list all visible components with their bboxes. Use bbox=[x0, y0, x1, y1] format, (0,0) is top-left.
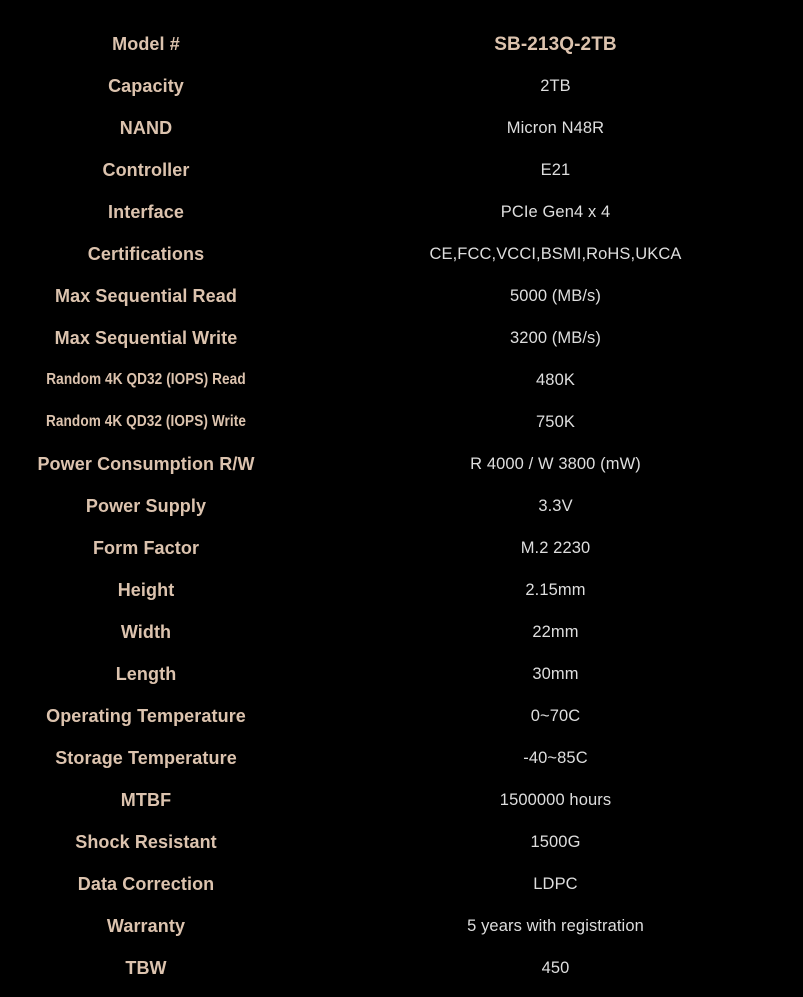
spec-value: E21 bbox=[540, 160, 571, 179]
spec-label: Power Supply bbox=[85, 496, 207, 516]
spec-label: NAND bbox=[119, 118, 173, 138]
spec-value: 2TB bbox=[540, 76, 571, 95]
spec-label: Certifications bbox=[87, 244, 205, 264]
spec-row bbox=[0, 485, 803, 527]
spec-label: TBW bbox=[125, 958, 167, 978]
spec-value: Micron N48R bbox=[506, 118, 605, 137]
spec-label: Length bbox=[115, 664, 177, 684]
spec-label: Shock Resistant bbox=[75, 832, 217, 852]
spec-label: Power Consumption R/W bbox=[37, 454, 255, 474]
spec-row bbox=[0, 23, 803, 65]
spec-row bbox=[0, 275, 803, 317]
spec-label: Data Correction bbox=[77, 874, 215, 894]
spec-label: Controller bbox=[102, 160, 190, 180]
spec-value: PCIe Gen4 x 4 bbox=[500, 202, 611, 221]
spec-row bbox=[0, 443, 803, 485]
spec-value: 480K bbox=[536, 370, 575, 389]
spec-label: Form Factor bbox=[92, 538, 200, 558]
spec-label: Width bbox=[120, 622, 172, 642]
spec-value: 450 bbox=[541, 958, 570, 977]
spec-row bbox=[0, 821, 803, 863]
spec-row bbox=[0, 905, 803, 947]
spec-label: Model # bbox=[112, 34, 180, 54]
spec-value: LDPC bbox=[533, 874, 578, 893]
spec-label: Warranty bbox=[106, 916, 186, 936]
spec-row bbox=[0, 401, 803, 443]
spec-row bbox=[0, 107, 803, 149]
spec-label: Max Sequential Write bbox=[54, 328, 238, 348]
spec-value: R 4000 / W 3800 (mW) bbox=[470, 454, 641, 473]
spec-label: Max Sequential Read bbox=[55, 286, 237, 306]
spec-value: CE,FCC,VCCI,BSMI,RoHS,UKCA bbox=[429, 244, 682, 263]
spec-value: 3.3V bbox=[538, 496, 573, 515]
spec-row bbox=[0, 233, 803, 275]
spec-label: Height bbox=[117, 580, 175, 600]
spec-label: Random 4K QD32 (IOPS) Write bbox=[45, 413, 247, 430]
spec-value: M.2 2230 bbox=[520, 538, 591, 557]
spec-value: 750K bbox=[536, 412, 575, 431]
spec-label: MTBF bbox=[120, 790, 172, 810]
spec-value: 30mm bbox=[532, 664, 579, 683]
spec-value: 2.15mm bbox=[525, 580, 586, 599]
spec-row bbox=[0, 317, 803, 359]
spec-value: 22mm bbox=[532, 622, 579, 641]
spec-row bbox=[0, 359, 803, 401]
spec-label: Storage Temperature bbox=[55, 748, 237, 768]
spec-row bbox=[0, 149, 803, 191]
spec-value: 5000 (MB/s) bbox=[510, 286, 601, 305]
spec-row bbox=[0, 653, 803, 695]
spec-row bbox=[0, 569, 803, 611]
spec-row bbox=[0, 947, 803, 989]
spec-value: 0~70C bbox=[530, 706, 581, 725]
spec-value: 1500000 hours bbox=[499, 790, 612, 809]
spec-row bbox=[0, 527, 803, 569]
spec-row bbox=[0, 737, 803, 779]
spec-value: -40~85C bbox=[523, 748, 588, 767]
spec-row bbox=[0, 611, 803, 653]
spec-row bbox=[0, 863, 803, 905]
spec-value: 5 years with registration bbox=[467, 916, 644, 935]
spec-row bbox=[0, 779, 803, 821]
spec-value: 1500G bbox=[530, 832, 581, 851]
spec-value: SB-213Q-2TB bbox=[494, 33, 617, 55]
spec-value: 3200 (MB/s) bbox=[510, 328, 601, 347]
spec-label: Operating Temperature bbox=[46, 706, 246, 726]
spec-label: Capacity bbox=[108, 76, 184, 96]
spec-row bbox=[0, 695, 803, 737]
spec-label: Interface bbox=[108, 202, 184, 222]
spec-row bbox=[0, 65, 803, 107]
spec-label: Random 4K QD32 (IOPS) Read bbox=[46, 371, 246, 388]
spec-row bbox=[0, 191, 803, 233]
